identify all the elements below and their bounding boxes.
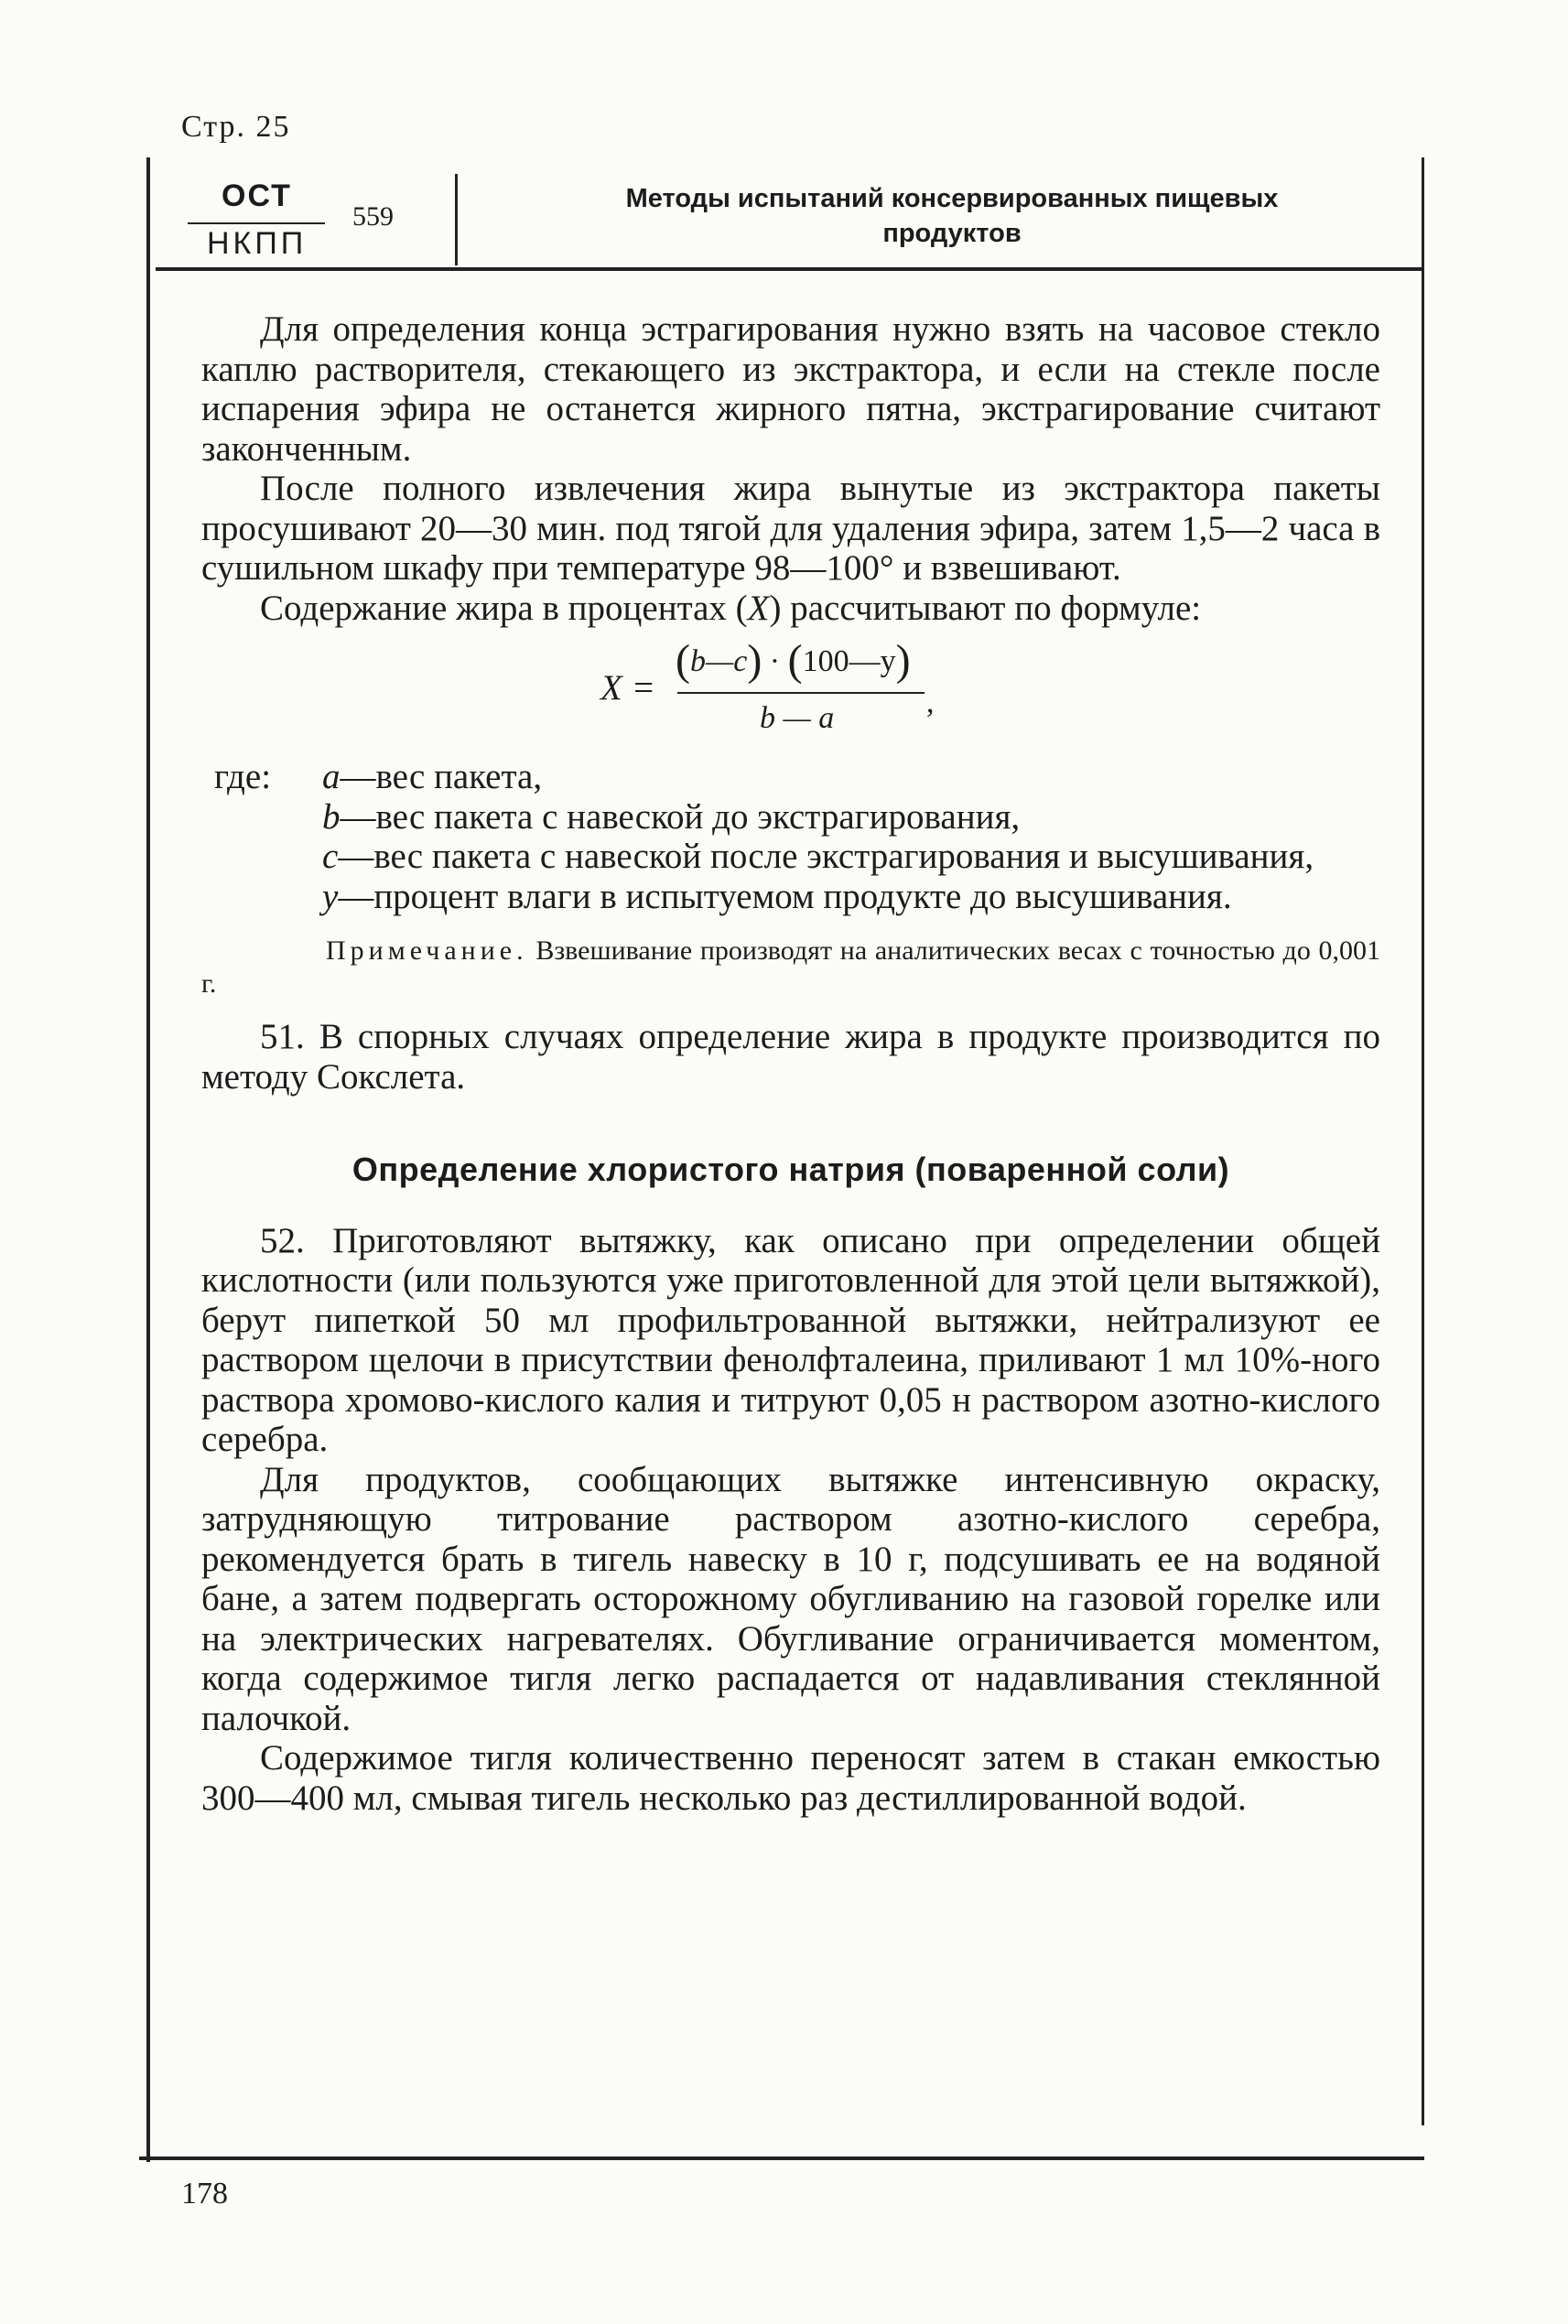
fat-formula <box>201 630 1380 753</box>
document-body <box>201 309 1380 1818</box>
frame-right-rule <box>1422 157 1424 2125</box>
header-code-top: ОСТ <box>222 178 292 213</box>
footer-page-number: 178 <box>181 2177 228 2211</box>
paragraph-51: 51. В спорных случаях определение жира в продукте производится по методу Сокслета. <box>201 1017 1380 1097</box>
legend-row-a: где: a—вес пакета, <box>214 757 543 796</box>
frame-left-rule <box>146 157 150 2162</box>
header-code-rule <box>188 222 325 224</box>
formula-denominator: b — a <box>760 701 835 735</box>
header-rule <box>156 267 1422 271</box>
header-code-bottom: НКПП <box>207 226 308 261</box>
note-text: Взвешивание производят на аналитических весах с точностью до 0,001 г. <box>201 935 1381 999</box>
formula-numerator: (b—c) · (100—y) <box>676 636 911 685</box>
header-title-line2: продуктов <box>882 219 1022 248</box>
paragraph-52: 52. Приготовляют вытяжку, как описано при определении общей кислотности (или пользуются уже приготовленной для этой цели вытяжкой), берут пипеткой 50 мл профильтрованной вытяжки, нейтрализуют ее раствором щелочи в присутствии фенолфталеина, приливают 1 мл 10%-ного раствора хромово-кислого калия и титруют 0,05 н раствором азотно-кислого серебра. <box>201 1220 1380 1459</box>
paragraph-drying: После полного извлечения жира вынутые из экстрактора пакеты просушивают 20—30 мин. под тягой для удаления эфира, затем 1,5—2 часа в сушильном шкафу при температуре 98—100° и взвешивают. <box>201 469 1380 588</box>
formula-fraction-bar <box>677 692 925 694</box>
paragraph-crucible-transfer: Содержимое тигля количественно переносят затем в стакан емкостью 300—400 мл, смывая тигель несколько раз дестиллированной водой. <box>201 1738 1380 1818</box>
note <box>201 935 1380 1000</box>
frame-bottom-rule <box>139 2156 1424 2160</box>
formula-comma: , <box>926 686 935 719</box>
note-label: Примечание. <box>326 935 528 966</box>
header-title-line1: Методы испытаний консервированных пищевых <box>625 184 1279 213</box>
section-title: Определение хлористого натрия (поваренной соли) <box>351 1151 1230 1188</box>
header-code-number: 559 <box>352 201 394 232</box>
legend-row-y: y—процент влаги в испытуемом продукте до высушивания. <box>322 876 1232 916</box>
paragraph-extraction-end: Для определения конца эстрагирования нужно взять на часовое стекло каплю растворителя, стекающего из экстрактора, и если на стекле после испарения эфира не останется жирного пятна, экстрагирование считают законченным. <box>201 309 1380 469</box>
header-title <box>513 181 1391 251</box>
header-divider <box>455 174 458 265</box>
legend-row-c: c—вес пакета с навеской после экстрагирования и высушивания, <box>322 837 1314 876</box>
formula-legend <box>214 757 1380 916</box>
legend-row-b: b—вес пакета с навеской до экстрагирования, <box>322 796 1021 837</box>
page-label: Стр. 25 <box>181 110 291 144</box>
formula-lhs: X = <box>600 668 655 708</box>
paragraph-fat-formula-intro: Содержание жира в процентах (X) рассчитывают по формуле: <box>260 588 1202 628</box>
paragraph-coloured-products: Для продуктов, сообщающих вытяжке интенсивную окраску, затрудняющую титрование раствором азотно-кислого серебра, рекомендуется брать в тигель навеску в 10 г, подсушивать ее на водяной бане, а затем подвергать осторожному обугливанию на газовой горелке или на электрических нагревателях. Обугливание ограничивается моментом, когда содержимое тигля легко распадается от надавливания стеклянной палочкой. <box>201 1459 1380 1738</box>
